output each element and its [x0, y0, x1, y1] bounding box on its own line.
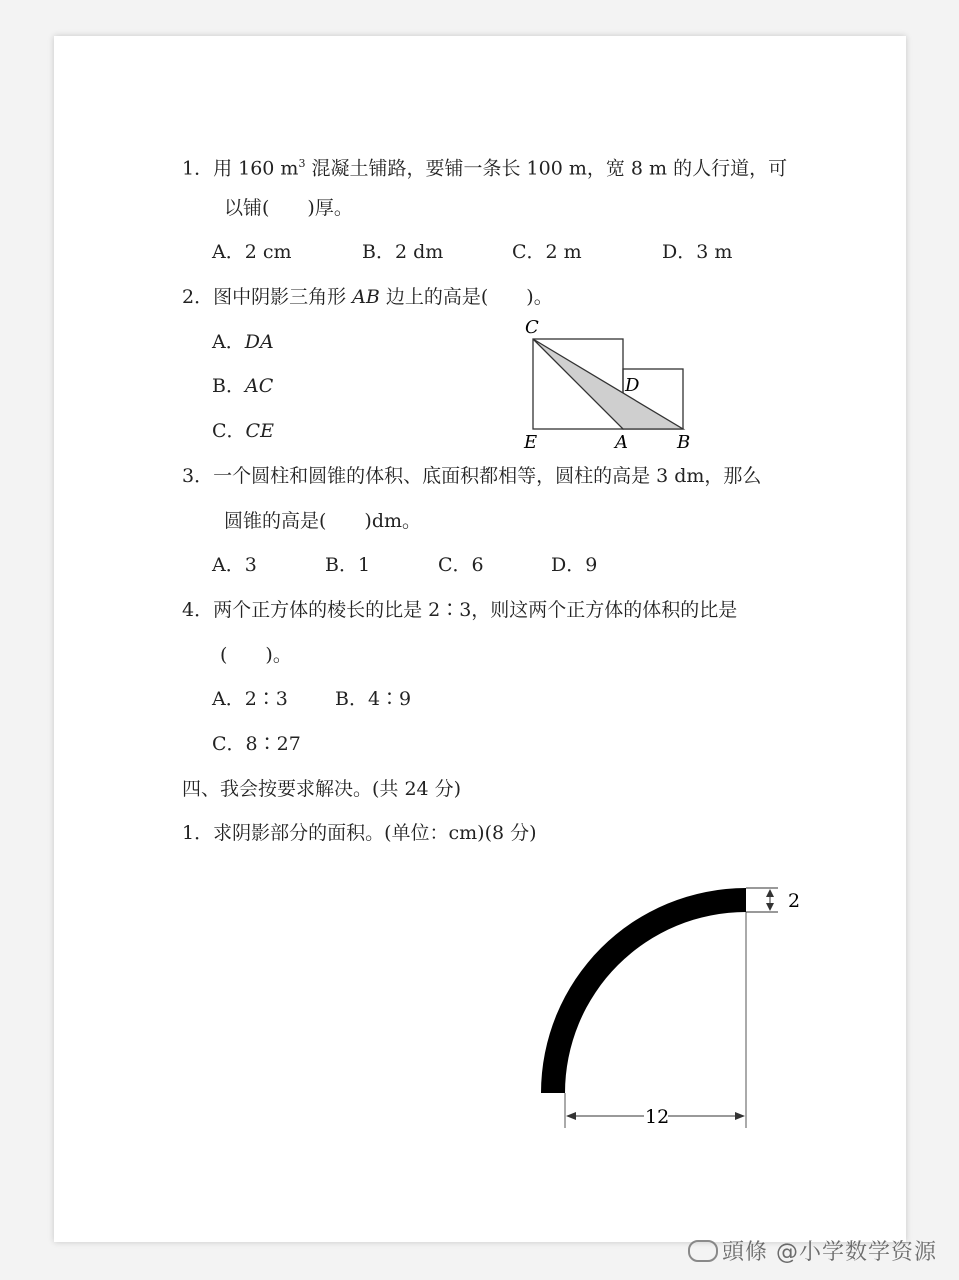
q4-stem-line2: ( )。 — [220, 644, 292, 666]
q2-option-a — [212, 330, 274, 354]
q2-option-c-letter: C． — [212, 420, 246, 442]
q2-stem-part-a: 2．图中阴影三角形 — [182, 286, 353, 308]
q2-stem-var: AB — [352, 286, 380, 308]
q2-option-b-var: AC — [244, 375, 274, 397]
q2-stem-part-b: 边上的高是( )。 — [379, 286, 553, 308]
width-label: 2 — [788, 890, 801, 912]
q3-option-a: A．3 — [212, 554, 257, 576]
q2-figure — [514, 308, 704, 456]
label-c: C — [525, 317, 539, 338]
chat-icon — [688, 1240, 718, 1262]
q1-stem-line2: 以铺( )厚。 — [224, 197, 353, 219]
q2-option-c — [212, 419, 274, 443]
quarter-ring-figure — [534, 878, 814, 1140]
label-d: D — [625, 375, 640, 396]
q3-option-d: D．9 — [551, 554, 598, 576]
watermark-text: 頭條 @小学数学资源 — [722, 1240, 937, 1265]
q1-option-a: A．2 cm — [212, 241, 292, 263]
label-b: B — [677, 432, 691, 453]
q4-option-b: B．4∶9 — [335, 688, 412, 710]
q2-option-b-letter: B． — [212, 375, 245, 397]
q2-option-a-letter: A． — [212, 331, 245, 353]
q3-option-b: B．1 — [325, 554, 371, 576]
shaded-ring — [541, 888, 746, 1093]
radius-arrow-right — [735, 1112, 745, 1120]
worksheet-page — [54, 36, 906, 1242]
q1-stem-sup: 3 — [298, 157, 306, 170]
watermark — [688, 1235, 937, 1266]
label-e: E — [524, 432, 538, 453]
q1-option-c: C．2 m — [512, 241, 582, 263]
q3-stem-line1: 3．一个圆柱和圆锥的体积、底面积都相等，圆柱的高是 3 dm，那么 — [182, 465, 762, 487]
q3-stem-line2: 圆锥的高是( )dm。 — [224, 510, 422, 532]
q2-stem — [182, 285, 553, 309]
q2-option-a-var: DA — [244, 331, 274, 353]
q1-stem-line1 — [182, 152, 787, 180]
q1-option-d: D．3 m — [662, 241, 733, 263]
q4-option-c: C．8∶27 — [212, 733, 301, 755]
shaded-triangle — [533, 339, 683, 429]
section4-q1: 1．求阴影部分的面积。(单位：cm)(8 分) — [182, 822, 537, 844]
q1-stem-part-b: 混凝土铺路，要铺一条长 100 m，宽 8 m 的人行道，可 — [305, 157, 788, 180]
q2-option-c-var: CE — [245, 420, 274, 442]
q3-option-c: C．6 — [438, 554, 484, 576]
q4-option-a: A．2∶3 — [212, 688, 288, 710]
width-arrow-up — [766, 889, 774, 897]
label-a: A — [615, 432, 628, 453]
q1-option-b: B．2 dm — [362, 241, 444, 263]
section4-title: 四、我会按要求解决。(共 24 分) — [182, 778, 462, 800]
q1-stem-part-a: 1．用 160 m — [182, 157, 299, 180]
width-arrow-down — [766, 903, 774, 911]
q4-stem-line1: 4．两个正方体的棱长的比是 2∶3，则这两个正方体的体积的比是 — [182, 599, 738, 621]
radius-arrow-left — [566, 1112, 576, 1120]
q2-option-b — [212, 374, 273, 398]
radius-label: 12 — [645, 1106, 670, 1128]
